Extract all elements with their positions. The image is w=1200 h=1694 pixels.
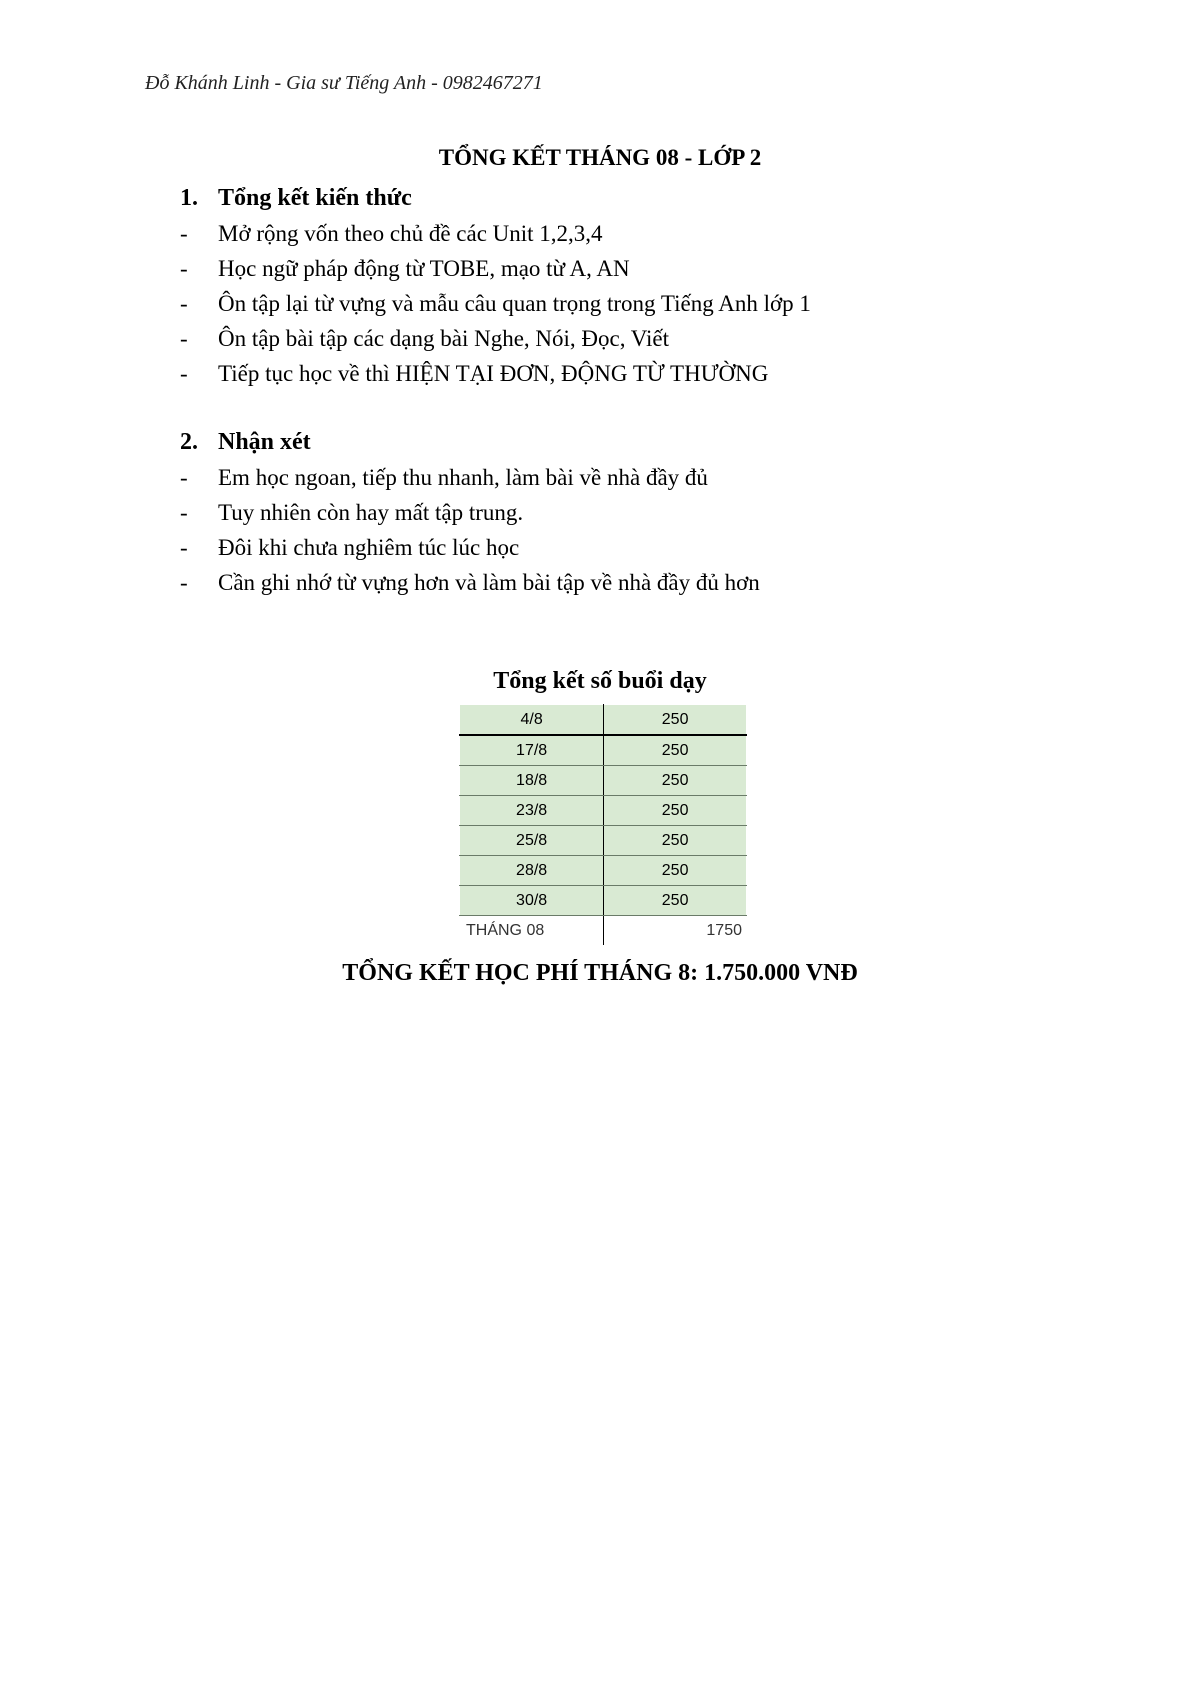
table-row (460, 766, 747, 796)
author-header: Đỗ Khánh Linh - Gia sư Tiếng Anh - 0982467271 (145, 72, 543, 94)
session-amount: 250 (604, 796, 747, 826)
bullet-text: Em học ngoan, tiếp thu nhanh, làm bài về nhà đầy đủ (218, 465, 708, 490)
session-date: 4/8 (460, 705, 604, 736)
session-date: 17/8 (460, 735, 604, 766)
bullet-text: Học ngữ pháp động từ TOBE, mạo từ A, AN (218, 256, 630, 281)
bullet-marker: - (180, 500, 188, 525)
bullet-item (180, 216, 1080, 251)
document-title: TỔNG KẾT THÁNG 08 - LỚP 2 (438, 145, 762, 170)
session-date: 18/8 (460, 766, 604, 796)
section-number: 1. (180, 185, 198, 211)
sessions-table (459, 704, 747, 946)
bullet-text: Ôn tập lại từ vựng và mẫu câu quan trọng trong Tiếng Anh lớp 1 (218, 291, 811, 316)
section-comments (180, 424, 1080, 600)
session-date: 30/8 (460, 886, 604, 916)
total-row (460, 916, 747, 946)
bullet-item (180, 251, 1080, 286)
bullet-marker: - (180, 291, 188, 316)
section-heading-text: Nhận xét (218, 429, 311, 455)
total-amount: 1750 (604, 916, 747, 946)
bullet-marker: - (180, 535, 188, 560)
bullet-item (180, 495, 1080, 530)
bullet-text: Ôn tập bài tập các dạng bài Nghe, Nói, Đọc, Viết (218, 326, 670, 351)
bullet-text: Tuy nhiên còn hay mất tập trung. (218, 500, 524, 525)
bullet-marker: - (180, 465, 188, 490)
bullet-text: Cần ghi nhớ từ vựng hơn và làm bài tập về nhà đầy đủ hơn (218, 570, 760, 595)
bullet-marker: - (180, 570, 188, 595)
section-heading (180, 180, 1080, 216)
table-row (460, 796, 747, 826)
table-row (460, 826, 747, 856)
bullet-text: Tiếp tục học về thì HIỆN TẠI ĐƠN, ĐỘNG TỪ THƯỜNG (218, 361, 769, 386)
bullet-item (180, 460, 1080, 495)
sessions-table-title: Tổng kết số buổi dạy (493, 668, 707, 694)
bullet-item (180, 356, 1080, 391)
session-date: 23/8 (460, 796, 604, 826)
session-amount: 250 (604, 826, 747, 856)
session-amount: 250 (604, 735, 747, 766)
bullet-item (180, 530, 1080, 565)
section-heading-text: Tổng kết kiến thức (218, 185, 412, 211)
total-label: THÁNG 08 (460, 916, 604, 946)
section-heading (180, 424, 1080, 460)
bullet-item (180, 321, 1080, 356)
session-amount: 250 (604, 705, 747, 736)
session-amount: 250 (604, 766, 747, 796)
table-row (460, 856, 747, 886)
bullet-marker: - (180, 221, 188, 246)
table-row (460, 886, 747, 916)
bullet-item (180, 286, 1080, 321)
section-knowledge (180, 180, 1080, 391)
bullet-marker: - (180, 326, 188, 351)
bullet-marker: - (180, 256, 188, 281)
session-amount: 250 (604, 886, 747, 916)
session-date: 28/8 (460, 856, 604, 886)
bullet-text: Mở rộng vốn theo chủ đề các Unit 1,2,3,4 (218, 221, 603, 246)
table-row (460, 705, 747, 736)
bullet-item (180, 565, 1080, 600)
bullet-marker: - (180, 361, 188, 386)
session-amount: 250 (604, 856, 747, 886)
section-number: 2. (180, 429, 198, 455)
bullet-text: Đôi khi chưa nghiêm túc lúc học (218, 535, 520, 560)
session-date: 25/8 (460, 826, 604, 856)
fee-summary: TỔNG KẾT HỌC PHÍ THÁNG 8: 1.750.000 VNĐ (342, 960, 858, 986)
table-row (460, 735, 747, 766)
